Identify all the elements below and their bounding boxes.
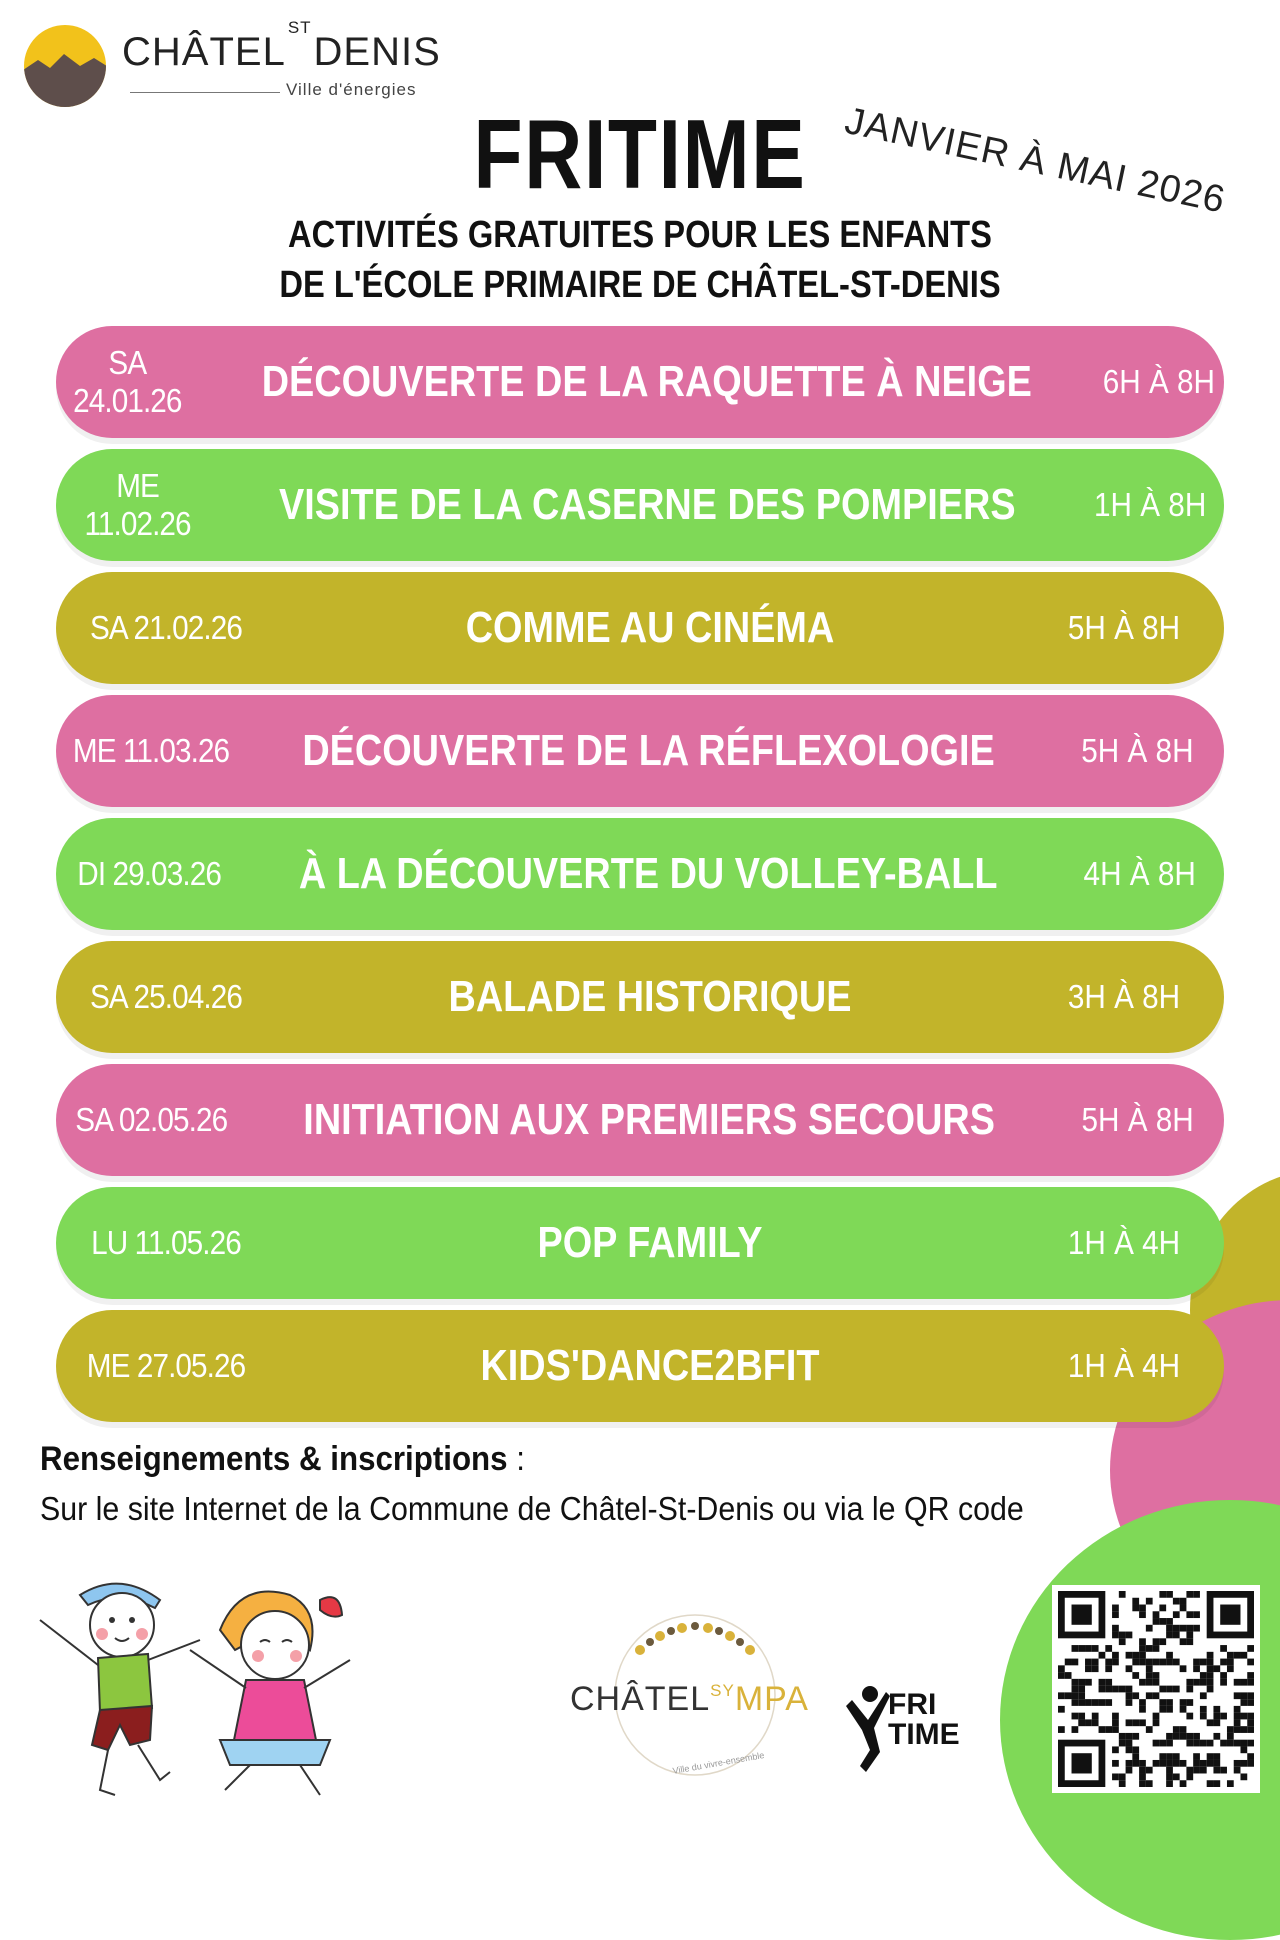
activity-ages: 5H À 8H xyxy=(1081,732,1194,769)
city-logo-name: $CHÂTEL^{ST}DENIS$ xyxy=(122,17,441,74)
activity-date: SA 21.02.26 xyxy=(90,609,242,646)
activity-row xyxy=(56,941,1224,1053)
activity-row xyxy=(56,1187,1224,1299)
activity-row xyxy=(56,818,1224,930)
activity-date: ME 11.03.26 xyxy=(72,732,230,769)
activity-ages: 6H À 8H xyxy=(1103,363,1216,400)
qr-code-pattern xyxy=(1058,1591,1254,1787)
subtitle xyxy=(90,210,1191,310)
jumping-kids-illustration xyxy=(20,1540,360,1810)
activity-ages: 5H À 8H xyxy=(1081,1101,1194,1138)
logo-divider xyxy=(130,92,280,93)
period-label: JANVIER À MAI 2026 xyxy=(841,100,1230,222)
activity-date: SA 25.04.26 xyxy=(90,978,242,1015)
activity-row xyxy=(56,449,1224,561)
activity-name: DÉCOUVERTE DE LA RAQUETTE À NEIGE xyxy=(261,357,1032,406)
subtitle-line-2: DE L'ÉCOLE PRIMAIRE DE CHÂTEL-ST-DENIS xyxy=(279,264,1001,306)
activity-ages: 5H À 8H xyxy=(1067,609,1181,646)
activity-name: BALADE HISTORIQUE xyxy=(448,972,852,1021)
info-heading: Renseignements & inscriptions : xyxy=(40,1440,525,1478)
qr-code-icon[interactable] xyxy=(1052,1585,1260,1793)
fritime-logo-text xyxy=(888,1690,960,1750)
activity-ages: 4H À 8H xyxy=(1083,855,1196,892)
activity-ages: 1H À 4H xyxy=(1067,1224,1181,1261)
activity-date: ME 11.02.26 xyxy=(84,467,191,542)
activity-date: ME 27.05.26 xyxy=(86,1347,246,1384)
activity-name: À LA DÉCOUVERTE DU VOLLEY-BALL xyxy=(299,849,998,898)
activity-row xyxy=(56,326,1224,438)
activity-row xyxy=(56,695,1224,807)
activity-date: SA 02.05.26 xyxy=(75,1101,228,1138)
activity-date: SA 24.01.26 xyxy=(73,344,182,419)
activity-ages: 1H À 8H xyxy=(1093,486,1206,523)
sympa-logo-text: $CHÂTEL^{SY}MPA$ xyxy=(570,1680,809,1718)
activity-name: POP FAMILY xyxy=(537,1218,763,1267)
fritime-logo-line-2: TIME xyxy=(888,1718,960,1751)
activity-row xyxy=(56,1064,1224,1176)
city-tagline: Ville d'énergies xyxy=(286,80,417,99)
activity-row xyxy=(56,1310,1224,1422)
activity-ages: 3H À 8H xyxy=(1067,978,1181,1015)
sympa-ring-text: Ville du vivre-ensemble xyxy=(671,1750,766,1776)
activity-ages: 1H À 4H xyxy=(1067,1347,1181,1384)
info-text: Sur le site Internet de la Commune de Châtel-St-Denis ou via le QR code xyxy=(40,1490,1024,1527)
activity-name: COMME AU CINÉMA xyxy=(465,603,835,652)
subtitle-line-1: ACTIVITÉS GRATUITES POUR LES ENFANTS xyxy=(288,214,992,256)
activity-row xyxy=(56,572,1224,684)
activity-date: DI 29.03.26 xyxy=(77,855,221,892)
activity-date: LU 11.05.26 xyxy=(91,1224,241,1261)
activity-name: INITIATION AUX PREMIERS SECOURS xyxy=(302,1095,995,1144)
activity-name: VISITE DE LA CASERNE DES POMPIERS xyxy=(279,480,1016,529)
mountain-sun-logo-icon xyxy=(20,24,110,108)
activity-name: DÉCOUVERTE DE LA RÉFLEXOLOGIE xyxy=(302,726,995,775)
activity-name: KIDS'DANCE2BFIT xyxy=(480,1341,820,1390)
fritime-logo-line-1: FRI xyxy=(888,1688,937,1721)
page-title: FRITIME xyxy=(473,99,807,209)
